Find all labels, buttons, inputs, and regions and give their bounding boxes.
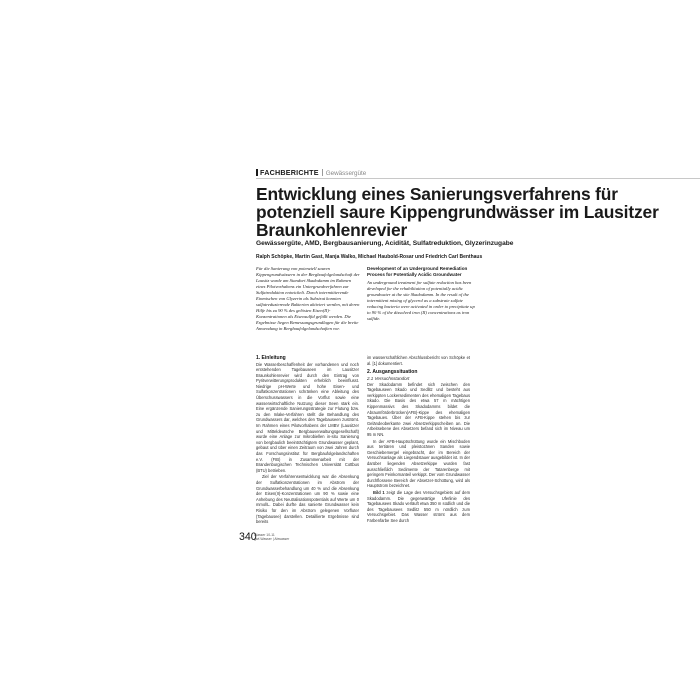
header-rule <box>256 178 700 179</box>
header-separator <box>322 169 323 176</box>
abstract-english: An underground treatment for sulfate reduction has been developed for the rehabilitation of potentially acidic groundwater at the site Skadodamm. In the result of the intermittent mixing of glycerol as a substrate sulfate reducing bacteria were activated in order to precipitate up to 90 % of the dissolved iron (II) concentrations as iron sulfide. <box>367 280 475 321</box>
paragraph: Ziel der Verfahrensentwicklung war die Absenkung der Sulfatkonzentrationen im Abstrom der Grundwasserbehandlung um 40 % und die Absenkung der Eisen(II)-Konzentrationen um 90 % sowie eine Anhebung des Neutralisationspotentials auf Werte um 0 mmol/L. Dabei durfte das sanierte Grundwasser kein Risiko für den im Abstrom gelegenen Vorfluter (Tagebausee) darstellen. Detaillierte Ergebnisse sind bereits <box>256 474 359 525</box>
paragraph: In der AFB-Hauptschüttung wurde ein Mischboden aus tertiären und pleistozänen Sanden sowie Geschiebemergel eingebracht, der im Bereich der Versuchsanlage als Liegendstauer ausgebildet ist. In der darüber liegenden Absetzerkippe wurden fast ausschließlich Sedimente der Tatarenberge mit geringem Feinkornanteil verkippt. Der vom Grundwasser durchflossene Bereich der Absetzer-Schüttung, wird als Hauptstrom bezeichnet. <box>367 438 470 489</box>
abstract-english-title: Development of an Underground Remediation Process for Potentially Acidic Groundwater <box>367 266 468 277</box>
journal-issue: Wasser 10-11 <box>254 533 275 537</box>
section-heading-introduction: 1. Einleitung <box>256 355 286 361</box>
article-title: Entwicklung eines Sanierungsverfahrens für potenziell saure Kippengrundwässer im Lausitzer Braunkohlenrevier <box>256 184 659 240</box>
keywords: Gewässergüte, AMD, Bergbausanierung, Acidität, Sulfatreduktion, Glyzerinzugabe <box>256 240 514 247</box>
figure-reference: Bild 1 <box>373 489 385 495</box>
header-section: FACHBERICHTE <box>260 168 319 177</box>
paragraph: Die Wasserbeschaffenheit der vorhandenen und noch entstehenden Tagebauseen im Lausitzer Braunkohlenrevier wird durch den Eintrag von Pyritverwitterungsprodukten erheblich beeinflusst. Niedrige pH-Werte und hohe Eisen- und Sulfatkonzentrationen schränken eine Ableitung des Überschusswassers in die Vorflut sowie eine wasserwirtschaftliche Nutzung dieser Seen stark ein. Eine ergänzende Sanierungsstrategie zur Flutung bzw. zu den Inlake-Verfahren stellt die Behandlung des Grundwassers dar, welches den Tagebauseen zuströmt. Im Rahmen eines Pilotvorhabens der LMBV (Lausitzer und Mitteldeutsche Bergbauverwaltungsgesellschaft) wurde eine Anlage zur mikrobiellen in-situ Sanierung von bergbaulich beeinträchtigtem Grundwasser geplant, gebaut und über einen Zeitraum von zwei Jahren durch das Forschungsinstitut für Bergbaufolgelandschaften e.V. (FIB) in Zusammenarbeit mit der Brandenburgischen Technischen Universität Cottbus (BTU) betrieben. <box>256 361 359 473</box>
header-subsection: Gewässergüte <box>325 170 367 177</box>
paragraph: Der Skadodamm befindet sich zwischen den Tagebauseen Skado und Sedlitz und besteht aus verkippten Lockersedimenten des ehemaligen Tagebaus Skado. Die Basis des etwa 57 m mächtigen Kippenmassivs des Skadodamms bildet die Abraumförderbrücken(AFB)-Kippe des ehemaligen Tagebaues. Über der AFB-Kippe stehen bis zur Geländeoberkante zwei Absetzerkippscheiben an. Die Arbeitsebene des Absetzers befand sich im Niveau um 95 m NN. <box>367 381 470 438</box>
journal-info <box>254 533 289 541</box>
paragraph-text: zeigt die Lage des Versuchsgebiets auf dem Skadodamm. Die gegenwärtige Uferlinie des Tagebausees Skado verläuft etwa 350 m südlich und die des Tagebausees Sedlitz 550 m nördlich zum Versuchsgebiet. Das Wasser strömt aus dem Farbenfarbe See durch <box>367 489 470 523</box>
subsection-heading-site: 2.1 Versuchsstandort <box>367 375 410 381</box>
paragraph: im wasserschaftlichen Abschlussbericht von Schöpke et al. [1] dokumentiert. <box>367 355 470 366</box>
body-column-right <box>367 355 470 525</box>
section-header <box>256 169 366 178</box>
paragraph <box>367 490 470 524</box>
page-number: 340 <box>239 531 257 543</box>
body-column-left <box>256 355 359 526</box>
abstract-german: Für die Sanierung von potenziell sauren Kippengrundwässern in der Bergbaufolgelandschaft der Lausitz wurde am Standort Skadodamm im Rahmen eines Pilotvorhabens ein Untergrundverfahren zur Sulfatreduktion entwickelt. Durch intermittierende Einmischen von Glyzerin als Substrat konnten sulfatreduzierende Bakterien aktiviert werden, mit deren Hilfe bis zu 90 % des gelösten Eisen(II)-Konzentrationen als Eisensulfid gefällt werden. Die Ergebnisse liegen Bemessungsgrundlagen für die breite Anwendung in Bergbaufolgelandschaften vor. <box>256 266 360 331</box>
authors: Ralph Schöpke, Martin Gast, Manja Walko, Michael Haubold-Rosar und Friedrich Carl Benthaus <box>256 254 483 260</box>
header-accent-bar <box>256 169 258 176</box>
section-heading-situation: 2. Ausgangssituation <box>367 369 418 376</box>
journal-name: gwf-Wasser | Abwasser <box>254 537 290 542</box>
